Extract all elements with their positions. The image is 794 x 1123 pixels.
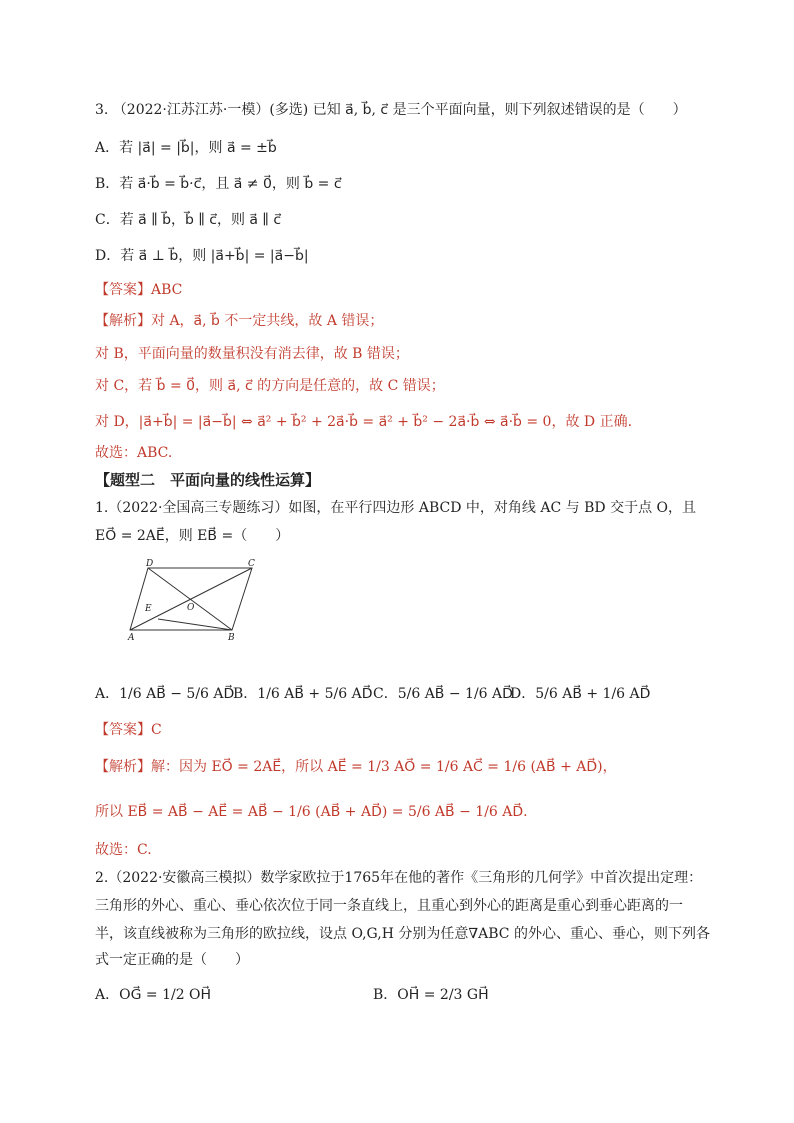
p2-option-b: B．OH⃗ = 2/3 GH⃗: [373, 987, 489, 1003]
q3-answer: 【答案】ABC: [95, 282, 183, 298]
q3-stem: 3. （2022·江苏江苏·一模）(多选) 已知 a⃗, b⃗, c⃗ 是三个平面向量，则下列叙述错误的是（ ）: [95, 102, 687, 118]
q3-option-c: C．若 a⃗ ∥ b⃗，b⃗ ∥ c⃗，则 a⃗ ∥ c⃗: [95, 212, 282, 228]
p1-answer: 【答案】C: [95, 722, 162, 738]
q3-analysis-2: 对 B，平面向量的数量积没有消去律，故 B 错误；: [95, 346, 409, 362]
q3-analysis-1: 【解析】对 A，a⃗, b⃗ 不一定共线，故 A 错误；: [95, 313, 384, 329]
p1-option-c: C．5/6 AB⃗ − 1/6 AD⃗: [373, 686, 513, 702]
q3-choose: 故选：ABC.: [95, 445, 173, 461]
q3-option-b: B．若 a⃗·b⃗ = b⃗·c⃗，且 a⃗ ≠ 0⃗，则 b⃗ = c⃗: [95, 176, 342, 192]
q3-option-d: D．若 a⃗ ⊥ b⃗，则 |a⃗+b⃗| = |a⃗−b⃗|: [95, 248, 309, 264]
p1-analysis-1: 【解析】解：因为 EO⃗ = 2AE⃗，所以 AE⃗ = 1/3 AO⃗ = 1/6 AC⃗ = 1/6 (AB⃗ + AD⃗)，: [95, 759, 617, 775]
p1-analysis-2: 所以 EB⃗ = AB⃗ − AE⃗ = AB⃗ − 1/6 (AB⃗ + AD⃗) = 5/6 AB⃗ − 1/6 AD⃗.: [95, 804, 528, 820]
parallelogram-figure: [125, 558, 265, 646]
p1-option-b: B．1/6 AB⃗ + 5/6 AD⃗: [233, 686, 373, 702]
p2-line-1: 2.（2022·安徽高三模拟）数学家欧拉于1765年在他的著作《三角形的几何学》中首次提出定理：: [95, 870, 703, 886]
q3-option-a: A．若 |a⃗| = |b⃗|，则 a⃗ = ±b⃗: [95, 140, 277, 156]
q3-analysis-3: 对 C，若 b⃗ = 0⃗，则 a⃗, c⃗ 的方向是任意的，故 C 错误；: [95, 378, 445, 394]
p1-option-d: D．5/6 AB⃗ + 1/6 AD⃗: [510, 686, 651, 702]
q3-analysis-4: 对 D，|a⃗+b⃗| = |a⃗−b⃗| ⇔ a⃗² + b⃗² + 2a⃗·b⃗ = a⃗² + b⃗² − 2a⃗·b⃗ ⇔ a⃗·b⃗ = 0，故 D 正确.: [95, 414, 633, 430]
p1-choose: 故选：C.: [95, 842, 152, 858]
p1-option-a: A．1/6 AB⃗ − 5/6 AD⃗: [95, 686, 235, 702]
figure-label-c: C: [248, 559, 255, 569]
figure-label-a: A: [128, 633, 135, 643]
figure-label-b: B: [228, 633, 235, 643]
p1-stem-1: 1.（2022·全国高三专题练习）如图，在平行四边形 ABCD 中，对角线 AC 与 BD 交于点 O，且: [95, 500, 696, 516]
p1-stem-2: EO⃗ = 2AE⃗，则 EB⃗ =（ ）: [95, 528, 290, 544]
p2-line-4: 式一定正确的是（ ）: [95, 952, 249, 968]
p2-option-a: A．OG⃗ = 1/2 OH⃗: [95, 987, 212, 1003]
figure-label-d: D: [146, 559, 154, 569]
figure-label-e: E: [145, 604, 152, 614]
section-title: 【题型二 平面向量的线性运算】: [95, 471, 321, 489]
p2-line-2: 三角形的外心、重心、垂心依次位于同一条直线上，且重心到外心的距离是重心到垂心距离的一: [95, 898, 683, 914]
p2-line-3: 半，该直线被称为三角形的欧拉线，设点 O,G,H 分别为任意∇ABC 的外心、重心、垂心，则下列各: [95, 926, 710, 942]
figure-label-o: O: [187, 603, 195, 613]
